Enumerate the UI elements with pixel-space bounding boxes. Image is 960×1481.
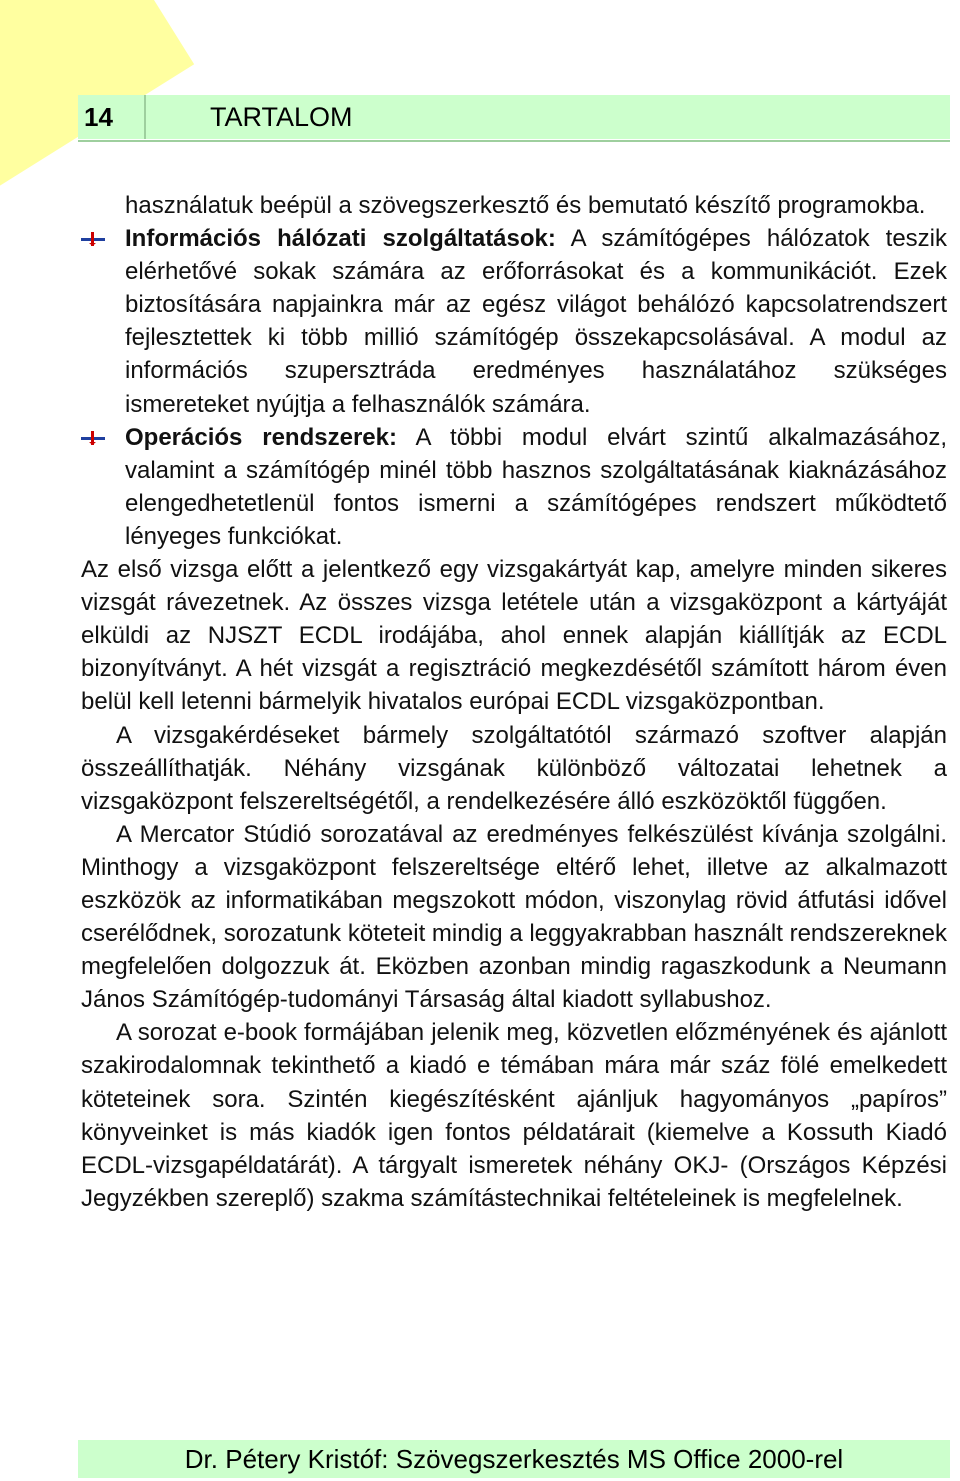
continuation-text: használatuk beépül a szövegszerkesztő és bemutató készítő programokba.: [125, 192, 926, 219]
bullet-text: A számítógépes hálózatok teszik elérhetővé sokak számára az erőforrásokat és a kommunikációt. Ezek biztosítására napjainkra már az egész világot behálózó kapcsolatrendszert fejlesztettek ki több millió számítógép összekapcsolásával. A modul az információs szupersztráda eredményes használatához szükséges ismereteket nyújtja a felhasználók számára.: [125, 225, 948, 418]
header-divider: [144, 95, 146, 139]
page-number: 14: [84, 102, 113, 132]
bullet-text: A többi modul elvárt szintű alkalmazásához, valamint a számítógép minél több hasznos szolgáltatásának kiaknázásához elengedhetetlenül fontos ismerni a számítógépes rendszert működtető lényeges funkciókat.: [125, 423, 947, 550]
bullet-term: Operációs rendszerek:: [125, 423, 397, 451]
page-header: [78, 95, 950, 139]
arrow-bullet-icon: [81, 431, 105, 445]
page-footer: Dr. Pétery Kristóf: Szövegszerkesztés MS Office 2000-rel: [78, 1440, 950, 1478]
arrow-bullet-icon: [81, 232, 105, 246]
bullet-item: [81, 421, 947, 553]
paragraph: A sorozat e-book formájában jelenik meg, közvetlen előzményének és ajánlott szakirodalomnak tekinthető a kiadó e témában mára már száz fölé emelkedett köteteinek sora. Szintén kiegészítésként ajánljuk hagyományos „papíros” könyveinket is más kiadók igen fontos példatárait (kiemelve a Kossuth Kiadó ECDL-vizsgapéldatárát). A tárgyalt ismeretek néhány OKJ- (Országos Képzési Jegyzékben szereplő) szakma számítástechnikai feltételeinek is megfelelnek.: [81, 1019, 947, 1212]
page-body: [81, 189, 947, 1215]
paragraph: A vizsgakérdéseket bármely szolgáltatótól származó szoftver alapján összeállíthatják. Néhány vizsgának különböző változatai lehetnek a vizsgaközpont felszereltségétől, a rendelkezésére álló eszközöktől függően.: [81, 721, 947, 815]
bullet-term: Információs hálózati szolgáltatások:: [125, 225, 556, 253]
paragraph: Az első vizsga előtt a jelentkező egy vizsgakártyát kap, amelyre minden sikeres vizsgát rávezetnek. Az összes vizsga letétele után a vizsgaközpont a kártyáját elküldi az NJSZT ECDL irodájába, ahol ennek alapján kiállítják az ECDL bizonyítványt. A hét vizsgát a regisztráció megkezdésétől számított három éven belül kell letenni bármelyik hivatalos európai ECDL vizsgaközpontban.: [81, 556, 947, 716]
section-title: TARTALOM: [210, 102, 353, 132]
paragraph: A Mercator Stúdió sorozatával az eredményes felkészülést kívánja szolgálni. Minthogy a vizsgaközpont felszereltsége eltérő lehet, illetve az alkalmazott eszközök az informatikában megszokott módon, viszonylag rövid átfutási idővel cserélődnek, sorozatunk köteteit mindig a leggyakrabban használt rendszereknek megfelelően dolgozzuk át. Eközben azonban mindig ragaszkodunk a Neumann János Számítógép-tudományi Társaság által kiadott syllabushoz.: [81, 820, 947, 1014]
header-rule: [78, 140, 950, 142]
bullet-item: [81, 222, 947, 421]
